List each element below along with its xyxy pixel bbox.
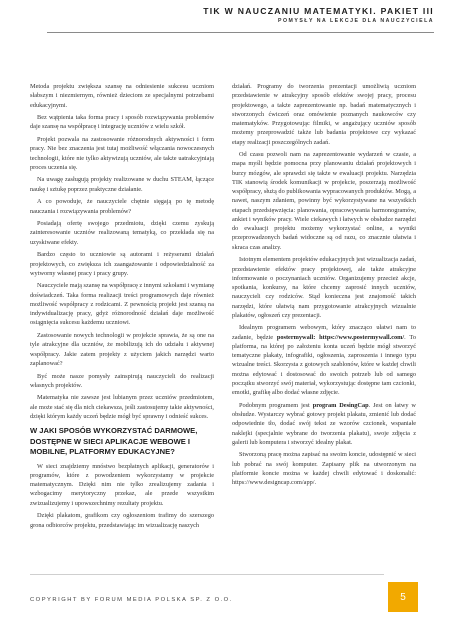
paragraph: Posiadają ofertę swojego przedmiotu, dzięki czemu zyskują zainteresowanie uczniów realizowaną tematyką, co przekłada się na uzyskiwane efekty. — [30, 220, 214, 246]
paragraph: Zastosowanie nowych technologii w projekcie sprawia, że są one na tyle atrakcyjne dla uczniów, że mobilizują ich do udziału i aktywnej współpracy. Jakie zatem projekty z użyciem jakich narzędzi warto zaplanować? — [30, 332, 214, 367]
paragraph-text: Idealnym programem webowym, który znacząco ułatwi nam to zadanie, będzie — [232, 324, 416, 341]
paragraph: Stworzoną pracę można zapisać na swoim koncie, udostępnić w sieci lub pobrać na swój komputer. Zapisany plik na utworzonym na platformie koncie można w każdej chwili edytować i doskonalić: https://www.designcap.com/app/. — [232, 451, 416, 487]
paragraph-text: Podobnym programem jest — [239, 401, 313, 409]
paragraph — [232, 401, 416, 447]
left-column — [30, 82, 214, 548]
page-number: 5 — [388, 582, 418, 612]
paragraph: Nauczyciele mają szansę na współpracę z innymi szkołami i wymianę doświadczeń. Taka forma realizacji treści programowych daje również możliwość współpracy z rodzicami. Z pewnością projekt jest szansą na indywidualizację pracy, gdyż różnorodność działań daje możliwość osiągnięcia sukcesu każdemu uczniowi. — [30, 282, 214, 327]
paragraph — [232, 323, 416, 397]
publication-subtitle: POMYSŁY NA LEKCJE DLA NAUCZYCIELA — [278, 18, 434, 24]
program-name: program DesingCap — [312, 401, 369, 409]
paragraph: Projekt pozwala na zastosowanie różnorodnych aktywności i form pracy. Nie bez znaczenia jest tutaj możliwość włączania nowoczesnych technologii, które nie tylko aktywizują uczniów, ale także uatrakcyjniają proces uczenia się. — [30, 136, 214, 171]
running-header — [203, 6, 434, 24]
paragraph: Istotnym elementem projektów edukacyjnych jest wizualizacja zadań, przedstawienie efektów pracy projektowej, ale także atrakcyjne informowanie o poczynaniach uczniów. Organizujemy przecież akcje, spotkania, konkursy, na które chcemy zaprosić innych uczniów, nauczycieli czy rodziców. Stąd konieczna jest znajomość takich narzędzi, które ułatwią nam przygotowanie atrakcyjnych wizualnie plakatów, ogłoszeń czy prezentacji. — [232, 256, 416, 319]
publication-title: TIK W NAUCZANIU MATEMATYKI. PAKIET III — [203, 6, 434, 16]
paragraph: A co powoduje, że nauczyciele chętnie sięgają po tę metodę nauczania i rozwiązywania problemów? — [30, 198, 214, 215]
paragraph: W sieci znajdziemy mnóstwo bezpłatnych aplikacji, generatorów i programów, które z powodzeniem wykorzystamy w projekcie matematycznym. Dzięki nim nie tylko zrealizujemy zadania i wzbogacimy merytoryczny przekaz, ale przede wszystkim zwizualizujemy i upowszechnimy rezultaty projektu. — [30, 462, 214, 507]
paragraph: Bez wątpienia taka forma pracy i sposób rozwiązywania problemów daje szansę na współpracę i integrację uczniów z wielu szkół. — [30, 114, 214, 131]
paragraph: Bardzo często to uczniowie są autorami i reżyserami działań projektowych, co zwiększa ich zaangażowanie i odpowiedzialność za wytworny własnej pracy i pracy grupy. — [30, 251, 214, 277]
copyright-notice: COPYRIGHT BY FORUM MEDIA POLSKA SP. Z O.O. — [30, 597, 233, 603]
header-rule — [47, 32, 434, 33]
postermywall-link[interactable]: postermywall: https://www.postermywall.com/ — [276, 333, 405, 341]
paragraph: Na uwagę zasługują projekty realizowane w duchu STEAM, łączące naukę i sztukę poprzez praktyczne działanie. — [30, 176, 214, 193]
paragraph: Dzięki plakatom, grafikom czy ogłoszeniom trafimy do szerszego grona odbiorców projektu, przedstawiając im wizualizację naszych — [30, 512, 214, 529]
paragraph: Być może nasze pomysły zainspirują nauczycieli do realizacji własnych projektów. — [30, 372, 214, 389]
paragraph-text: . Jest on łatwy w obsłudze. Wystarczy wybrać gotowy projekt plakatu, zmienić lub dodać odpowiednie tło, dodać swój tekst ze wzorów czcionek, wspaniałe naklejki (specjalnie wybrane do tworzenia plakatu), swoje zdjęcia z galerii lub komputera i stworzyć idealny plakat. — [232, 401, 416, 446]
paragraph: Od czasu pozwoli nam na zaprezentowanie wydarzeń w czasie, a mapa myśli będzie pomocna przy planowaniu działań projektowych i burzy mózgów, ale sprawdzi się także w ewaluacji projektu. Narzędzia TIK stanowią środek komunikacji w projekcie, poszerzają możliwość współpracy, służą do publikowania wypracowanych produktów. Mogą, a nawet, naszym zdaniem, powinny być wykorzystywane na wszystkich etapach przedsięwzięcia: planowania, opracowywania harmonogramów, ankiet i wyników pracy. Wiele ciekawych i łatwych w obsłudze narzędzi do ewaluacji projektu możemy wykorzystać online, a wyniki przeprowadzonych badań widoczne są od razu, co znacznie ułatwia i skraca czas analizy. — [232, 151, 416, 251]
paragraph-text: . To platforma, na której po założeniu konta uczeń będzie mógł stworzyć tematyczne plakaty, infografiki, ogłoszenia, zaproszenia i innego typu wizualne treści. Skorzysta z gotowych szablonów, które w każdej chwili można edytować i dostosować do swoich potrzeb lub od samego początku stworzyć swój materiał, wykorzystując dostępne tam czcionki, emotki, grafikę albo dodać własne zdjęcie. — [232, 333, 416, 397]
paragraph: Matematyka nie zawsze jest lubianym przez uczniów przedmiotem, ale może stać się dla nich ciekawsza, jeśli zastosujemy takie aktywności, dzięki którym każdy uczeń będzie mógł być sprawny i odnieść sukces. — [30, 394, 214, 420]
paragraph: działań. Programy do tworzenia prezentacji umożliwią uczniom przedstawienie w atrakcyjny sposób efektów swojej pracy, procesu projektowego, a także zaprezentowanie np. badań matematycznych i stworzonych ćwiczeń oraz omówienie poznanych naukowców czy matematyków. Przygotowując filmiki, w angażujący uczniów sposób możemy przeprowadzić także lub badania projektowe czy wykazać etapy realizacji poszczególnych zadań. — [232, 83, 416, 146]
paragraph: Metoda projektu zwiększa szansę na odniesienie sukcesu uczniom słabszym i niezmiernym, również dzieciom ze specjalnymi potrzebami edukacyjnymi. — [30, 83, 214, 109]
right-column — [232, 82, 416, 582]
section-heading: W JAKI SPOSÓB WYKORZYSTAĆ DARMOWE, DOSTĘPNE W SIECI APLIKACJE WEBOWE I MOBILNE, PLATFORMY EDUKACYJNE? — [30, 426, 198, 457]
footer-rule — [30, 574, 384, 575]
